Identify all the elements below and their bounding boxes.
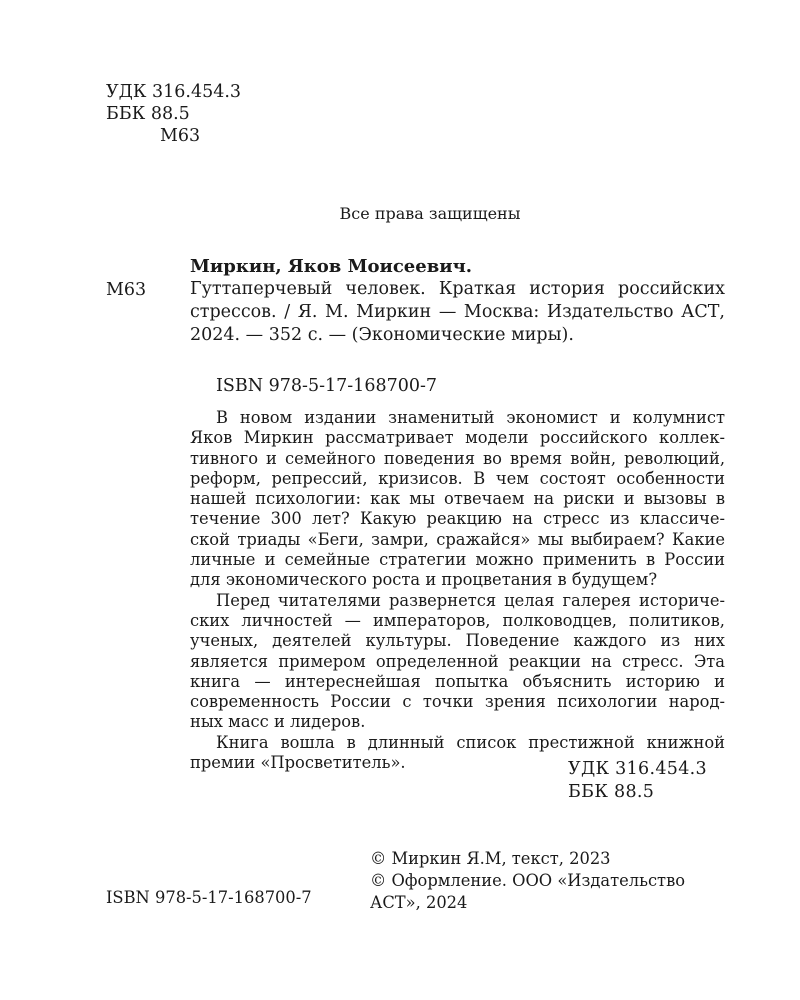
annotation-line: реформ, репрессий, кризисов. В чем состоят особенности [190, 468, 725, 488]
bibliographic-description [190, 278, 725, 347]
annotation-line: современность России с точки зрения психологии народ- [190, 692, 725, 712]
annotation-line: ских личностей — императоров, полководцев, политиков, [190, 610, 725, 630]
annotation-line: премии «Просветитель». [190, 753, 406, 773]
description-text: Гуттаперчевый человек. Краткая история российских стрессов. / Я. М. Миркин — Москва: Издательство АСТ, 2024. — 352 с. — (Экономические миры). [190, 279, 725, 345]
copyright-block [370, 848, 730, 914]
footer-isbn: ISBN 978-5-17-168700-7 [106, 888, 312, 907]
annotation-line: ской триады «Беги, замри, сражайся» мы выбираем? Какие [190, 529, 725, 549]
annotation-line: нашей психологии: как мы отвечаем на риски и вызовы в [190, 489, 725, 509]
author-heading: Миркин, Яков Моисеевич. [190, 256, 473, 277]
copyright-design-line: © Оформление. ООО «Издательство [370, 871, 686, 890]
annotation-line: ученых, деятелей культуры. Поведение каждого из них [190, 631, 725, 651]
annotation-line: Книга вошла в длинный список престижной книжной [216, 732, 725, 752]
classification-udk: УДК 316.454.3 [568, 759, 707, 779]
annotation-line: тивного и семейного поведения во время войн, революций, [190, 448, 725, 468]
catalog-side-code: М63 [106, 280, 147, 300]
annotation-line: является примером определенной реакции на стресс. Эта [190, 651, 725, 671]
annotation-line: В новом издании знаменитый экономист и колумнист [216, 408, 725, 427]
classification-bbk: ББК 88.5 [568, 782, 655, 802]
copyright-text: © Миркин Я.М, текст, 2023 [370, 849, 611, 868]
annotation-line: Яков Миркин рассматривает модели российского коллек- [190, 428, 725, 448]
annotation-line: книга — интереснейшая попытка объяснить историю и [190, 671, 725, 691]
annotation-line: течение 300 лет? Какую реакцию на стресс из классиче- [190, 509, 725, 529]
header-author-code: М63 [160, 126, 201, 146]
copyright-design-line: АСТ», 2024 [370, 893, 468, 912]
rights-notice: Все права защищены [339, 204, 521, 223]
catalog-isbn: ISBN 978-5-17-168700-7 [216, 376, 438, 396]
header-udk: УДК 316.454.3 [106, 82, 242, 102]
annotation-line: ных масс и лидеров. [190, 712, 366, 732]
annotation [190, 408, 725, 773]
annotation-line: Перед читателями развернется целая галерея историче- [216, 590, 725, 610]
annotation-line: для экономического роста и процветания в будущем? [190, 570, 658, 590]
annotation-line: личные и семейные стратегии можно применить в России [190, 550, 725, 570]
header-bbk: ББК 88.5 [106, 104, 190, 124]
